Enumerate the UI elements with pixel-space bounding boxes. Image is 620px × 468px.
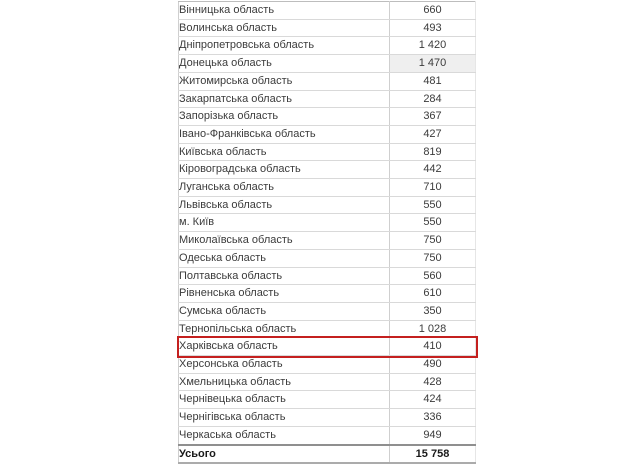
table-row — [179, 125, 476, 143]
table-row — [179, 143, 476, 161]
total-row — [179, 445, 476, 464]
oblast-value-cell: 427 — [390, 125, 476, 143]
table-row — [179, 161, 476, 179]
oblast-name-cell: Усього — [179, 445, 390, 464]
oblast-value-cell: 350 — [390, 302, 476, 320]
oblast-name-cell: Тернопільська область — [179, 320, 390, 338]
oblast-name-cell: Черкаська область — [179, 426, 390, 444]
oblast-name-cell: Чернігівська область — [179, 409, 390, 427]
table-row — [179, 320, 476, 338]
oblast-name-cell: Львівська область — [179, 196, 390, 214]
oblast-table-body — [179, 2, 476, 464]
table-row — [179, 232, 476, 250]
oblast-name-cell: Закарпатська область — [179, 90, 390, 108]
oblast-value-cell: 660 — [390, 2, 476, 20]
table-row — [179, 108, 476, 126]
oblast-name-cell: Полтавська область — [179, 267, 390, 285]
table-row — [179, 267, 476, 285]
oblast-name-cell: Волинська область — [179, 19, 390, 37]
oblast-value-cell: 550 — [390, 214, 476, 232]
oblast-value-cell: 424 — [390, 391, 476, 409]
table-row — [179, 214, 476, 232]
oblast-value-cell: 284 — [390, 90, 476, 108]
oblast-name-cell: Херсонська область — [179, 356, 390, 374]
oblast-value-cell: 560 — [390, 267, 476, 285]
table-row — [179, 90, 476, 108]
oblast-value-cell: 442 — [390, 161, 476, 179]
oblast-value-cell: 550 — [390, 196, 476, 214]
oblast-value-cell: 949 — [390, 426, 476, 444]
oblast-name-cell: Сумська область — [179, 302, 390, 320]
oblast-statistics-table-wrap — [178, 1, 476, 464]
oblast-value-cell: 710 — [390, 179, 476, 197]
oblast-statistics-table — [178, 1, 476, 464]
oblast-name-cell: Рівненська область — [179, 285, 390, 303]
oblast-name-cell: Запорізька область — [179, 108, 390, 126]
oblast-value-cell: 750 — [390, 249, 476, 267]
table-row — [179, 19, 476, 37]
oblast-value-cell: 1 420 — [390, 37, 476, 55]
table-row — [179, 179, 476, 197]
oblast-value-cell: 819 — [390, 143, 476, 161]
oblast-value-cell: 15 758 — [390, 445, 476, 464]
table-row — [179, 302, 476, 320]
oblast-name-cell: Харківська область — [179, 338, 390, 356]
oblast-value-cell: 428 — [390, 373, 476, 391]
oblast-value-cell: 1 470 — [390, 55, 476, 73]
table-row — [179, 249, 476, 267]
table-row — [179, 72, 476, 90]
table-row — [179, 373, 476, 391]
oblast-value-cell: 336 — [390, 409, 476, 427]
table-row — [179, 356, 476, 374]
oblast-name-cell: Чернівецька область — [179, 391, 390, 409]
table-row — [179, 409, 476, 427]
oblast-name-cell: Одеська область — [179, 249, 390, 267]
table-row — [179, 37, 476, 55]
oblast-value-cell: 493 — [390, 19, 476, 37]
oblast-value-cell: 490 — [390, 356, 476, 374]
oblast-name-cell: Луганська область — [179, 179, 390, 197]
table-row — [179, 55, 476, 73]
oblast-value-cell: 1 028 — [390, 320, 476, 338]
table-row — [179, 391, 476, 409]
oblast-name-cell: Житомирська область — [179, 72, 390, 90]
oblast-name-cell: Донецька область — [179, 55, 390, 73]
oblast-name-cell: Миколаївська область — [179, 232, 390, 250]
oblast-value-cell: 610 — [390, 285, 476, 303]
oblast-value-cell: 750 — [390, 232, 476, 250]
oblast-name-cell: Хмельницька область — [179, 373, 390, 391]
oblast-value-cell: 410 — [390, 338, 476, 356]
oblast-value-cell: 367 — [390, 108, 476, 126]
oblast-name-cell: Київська область — [179, 143, 390, 161]
table-row — [179, 196, 476, 214]
oblast-name-cell: Вінницька область — [179, 2, 390, 20]
table-row-highlighted — [179, 338, 476, 356]
oblast-name-cell: Дніпропетровська область — [179, 37, 390, 55]
table-row — [179, 426, 476, 444]
oblast-value-cell: 481 — [390, 72, 476, 90]
table-row — [179, 285, 476, 303]
table-row — [179, 2, 476, 20]
oblast-name-cell: м. Київ — [179, 214, 390, 232]
oblast-name-cell: Кіровоградська область — [179, 161, 390, 179]
oblast-name-cell: Івано-Франківська область — [179, 125, 390, 143]
